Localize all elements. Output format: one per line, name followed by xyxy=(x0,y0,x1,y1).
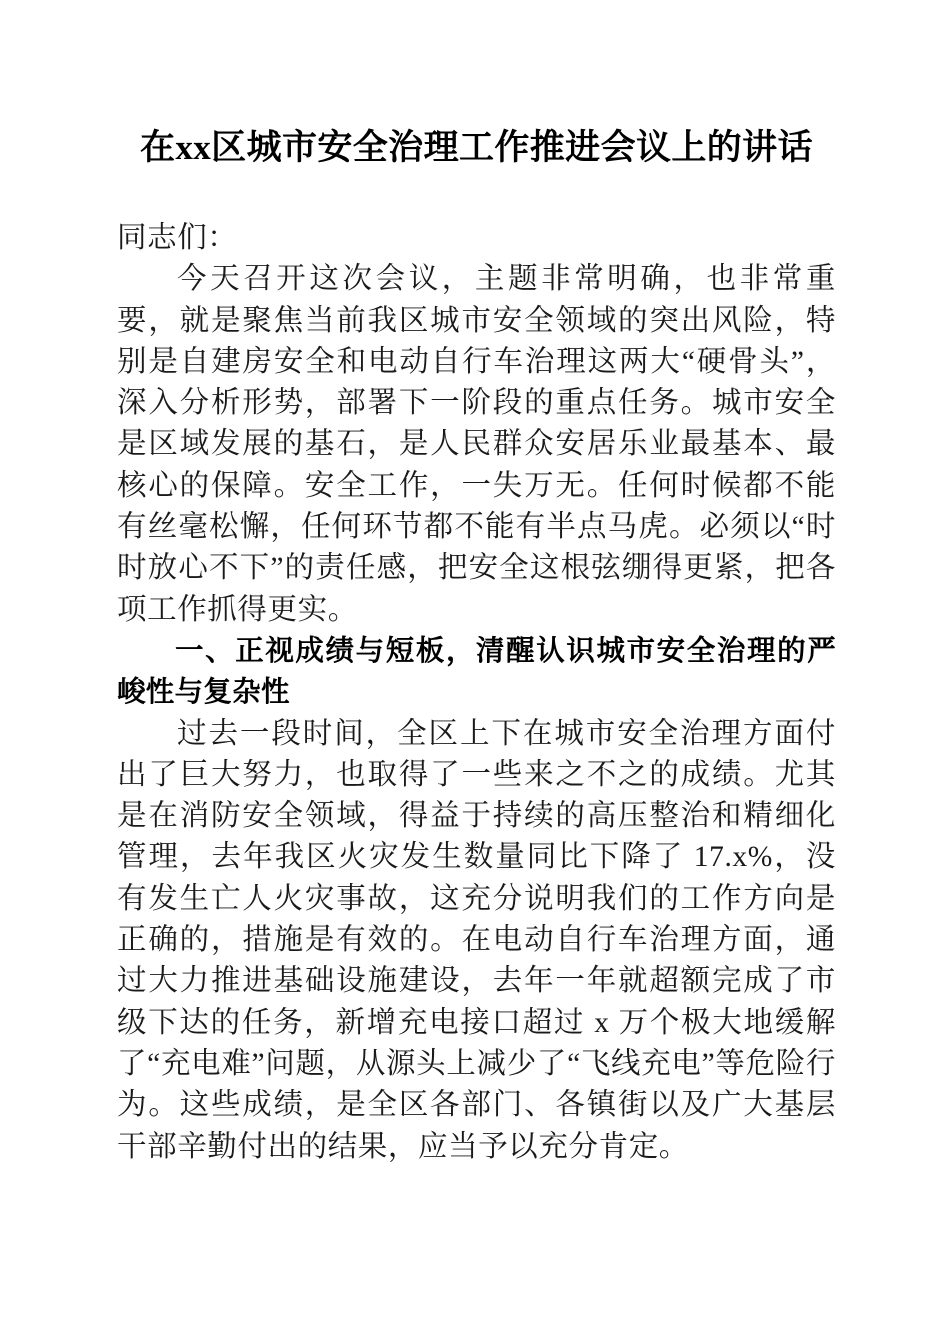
salutation: 同志们： xyxy=(117,222,238,254)
paragraph-section-1-body: 过去一段时间，全区上下在城市安全治理方面付出了巨大努力，也取得了一些来之不之的成绩。尤其是在消防安全领域，得益于持续的高压整治和精细化管理，去年我区火灾发生数量同比下降了 17.x%，没有发生亡人火灾事故，这充分说明我们的工作方向是正确的，措施是有效的。在电动自行车治理方面，通过大力推进基础设施建设，去年一年就超额完成了市级下达的任务，新增充电接口超过 x 万个极大地缓解了“充电难”问题，从源头上减少了“飞线充电”等危险行为。这些成绩，是全区各部门、各镇街以及广大基层干部辛勤付出的结果，应当予以充分肯定。 xyxy=(117,717,836,1163)
page-title: 在xx区城市安全治理工作推进会议上的讲话 xyxy=(139,128,813,167)
section-heading-1: 一、正视成绩与短板，清醒认识城市安全治理的严峻性与复杂性 xyxy=(117,634,836,709)
document-body xyxy=(117,218,836,1168)
page-content-area xyxy=(117,0,836,1168)
paragraph-opening: 今天召开这次会议，主题非常明确，也非常重要，就是聚焦当前我区城市安全领域的突出风险，特别是自建房安全和电动自行车治理这两大“硬骨头”，深入分析形势，部署下一阶段的重点任务。城市安全是区域发展的基石，是人民群众安居乐业最基本、最核心的保障。安全工作，一失万无。任何时候都不能有丝毫松懈，任何环节都不能有半点马虎。必须以“时时放心不下”的责任感，把安全这根弦绷得更紧，把各项工作抓得更实。 xyxy=(117,263,836,626)
